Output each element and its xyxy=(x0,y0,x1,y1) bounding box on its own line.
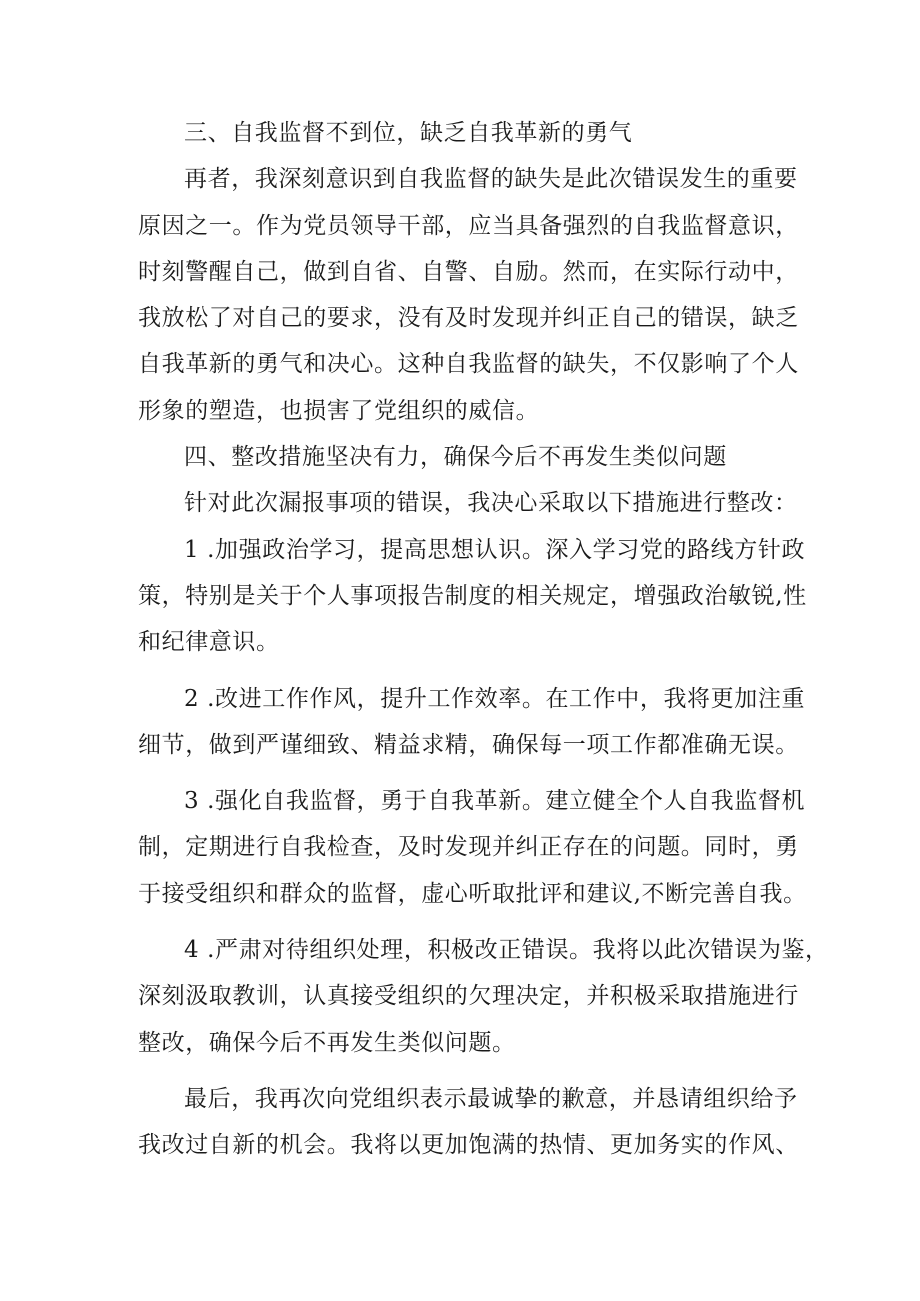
paragraph-line: 深刻汲取教训，认真接受组织的欠理决定，并积极采取措施进行 xyxy=(138,983,799,1010)
paragraph-line: 形象的塑造，也损害了党组织的威信。 xyxy=(138,397,540,424)
paragraph-line: 于接受组织和群众的监督，虚心听取批评和建议,不断完善自我。 xyxy=(138,880,807,907)
list-item-4: 4 .严肃对待组织处理，积极改正错误。我将以此次错误为鉴， xyxy=(184,937,829,964)
paragraph-line: 原因之一。作为党员领导干部，应当具备强烈的自我监督意识， xyxy=(138,212,799,239)
closing-paragraph-line: 我改过自新的机会。我将以更加饱满的热情、更加务实的作风、 xyxy=(138,1132,799,1159)
paragraph-line: 整改，确保今后不再发生类似问题。 xyxy=(138,1029,516,1056)
paragraph-line: 细节，做到严谨细致、精益求精，确保每一项工作都准确无误。 xyxy=(138,731,799,758)
paragraph-line: 制，定期进行自我检查，及时发现并纠正存在的问题。同时，勇 xyxy=(138,834,799,861)
paragraph-line: 自我革新的勇气和决心。这种自我监督的缺失，不仅影响了个人 xyxy=(138,351,799,378)
section-heading-4: 四、整改措施坚决有力，确保今后不再发生类似问题 xyxy=(184,444,727,471)
list-item-3: 3 .强化自我监督，勇于自我革新。建立健全个人自我监督机 xyxy=(184,788,806,815)
paragraph-line: 我放松了对自己的要求，没有及时发现并纠正自己的错误，缺乏 xyxy=(138,305,799,332)
paragraph-line: 时刻警醒自己，做到自省、自警、自励。然而，在实际行动中， xyxy=(138,258,799,285)
paragraph-line: 针对此次漏报事项的错误，我决心采取以下措施进行整改： xyxy=(184,490,798,517)
list-item-1: 1 .加强政治学习，提高思想认识。深入学习党的路线方针政 xyxy=(184,536,806,563)
closing-paragraph-line: 最后，我再次向党组织表示最诚挚的歉意，并恳请组织给予 xyxy=(184,1085,798,1112)
section-heading-3: 三、自我监督不到位，缺乏自我革新的勇气 xyxy=(184,120,633,146)
paragraph-line: 和纪律意识。 xyxy=(138,629,280,656)
paragraph-line: 策，特别是关于个人事项报告制度的相关规定，增强政治敏锐,性 xyxy=(138,582,807,609)
paragraph-line: 再者，我深刻意识到自我监督的缺失是此次错误发生的重要 xyxy=(184,166,798,193)
list-item-2: 2 .改进工作作风，提升工作效率。在工作中，我将更加注重 xyxy=(184,685,806,712)
document-body xyxy=(138,110,829,1169)
